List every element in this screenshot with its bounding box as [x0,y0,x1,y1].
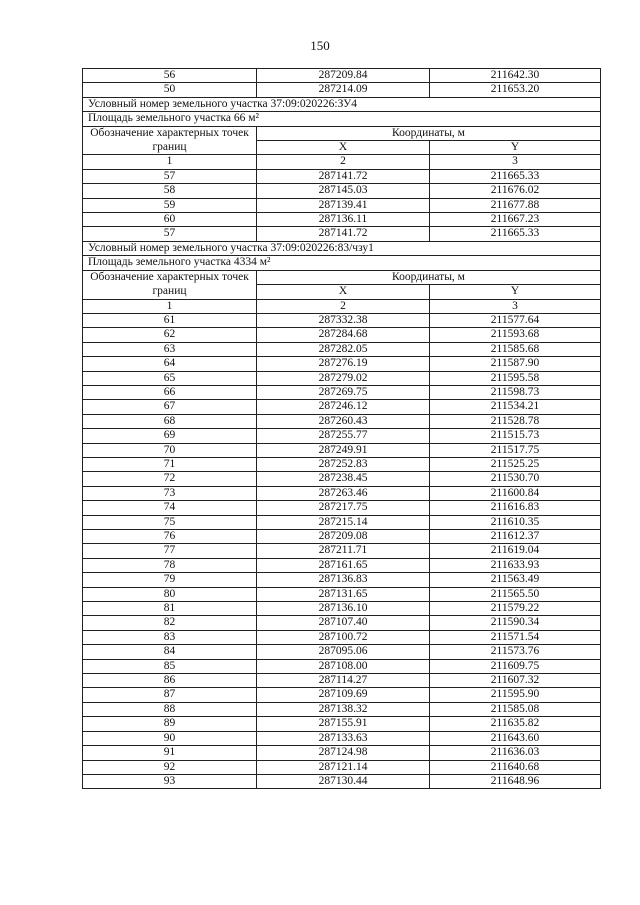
table-row [83,616,601,630]
parcel-number-row [83,97,601,111]
table-row [83,602,601,616]
point-id-cell: 61 [83,313,257,327]
points-header: Обозначение характерных точек границ [83,126,257,155]
column-number-1: 1 [83,155,257,169]
coord-y-cell: 211667.23 [430,213,601,227]
point-id-cell: 56 [83,69,257,83]
table-row [83,760,601,774]
table-row [83,457,601,471]
coord-y-cell: 211598.73 [430,385,601,399]
column-number-row [83,155,601,169]
point-id-cell: 92 [83,760,257,774]
point-id-cell: 87 [83,688,257,702]
coord-x-cell: 287131.65 [257,587,430,601]
table-row [83,573,601,587]
point-id-cell: 58 [83,184,257,198]
coord-x-cell: 287246.12 [257,400,430,414]
coord-y-cell: 211633.93 [430,558,601,572]
coord-y-cell: 211610.35 [430,515,601,529]
table-row [83,342,601,356]
table-row [83,515,601,529]
point-id-cell: 77 [83,544,257,558]
table-row [83,169,601,183]
point-id-cell: 57 [83,169,257,183]
coord-y-cell: 211590.34 [430,616,601,630]
coord-x-cell: 287130.44 [257,774,430,788]
coord-y-cell: 211563.49 [430,573,601,587]
coord-y-cell: 211525.25 [430,457,601,471]
coord-y-cell: 211573.76 [430,645,601,659]
coord-x-cell: 287095.06 [257,645,430,659]
coord-y-cell: 211565.50 [430,587,601,601]
coord-y-cell: 211619.04 [430,544,601,558]
coord-x-cell: 287145.03 [257,184,430,198]
coord-y-cell: 211585.68 [430,342,601,356]
coord-x-cell: 287279.02 [257,371,430,385]
table-row [83,645,601,659]
point-id-cell: 93 [83,774,257,788]
point-id-cell: 85 [83,659,257,673]
coord-y-cell: 211530.70 [430,472,601,486]
coord-x-cell: 287124.98 [257,746,430,760]
coordinates-table [82,68,601,789]
header-row [83,126,601,140]
coord-x-cell: 287276.19 [257,357,430,371]
coord-x-cell: 287209.08 [257,530,430,544]
coord-x-cell: 287107.40 [257,616,430,630]
table-row [83,774,601,788]
table-row [83,501,601,515]
table-row [83,313,601,327]
coord-x-cell: 287332.38 [257,313,430,327]
column-number-row [83,299,601,313]
coord-y-cell: 211665.33 [430,227,601,241]
column-number-3: 3 [430,299,601,313]
coord-x-cell: 287282.05 [257,342,430,356]
coord-y-cell: 211616.83 [430,501,601,515]
point-id-cell: 74 [83,501,257,515]
coord-y-cell: 211676.02 [430,184,601,198]
column-number-3: 3 [430,155,601,169]
coord-x-cell: 287141.72 [257,169,430,183]
table-row [83,587,601,601]
coord-x-cell: 287109.69 [257,688,430,702]
parcel-area-row [83,256,601,270]
header-row [83,270,601,284]
point-id-cell: 81 [83,602,257,616]
coord-x-cell: 287155.91 [257,717,430,731]
coord-y-cell: 211515.73 [430,429,601,443]
coord-x-cell: 287252.83 [257,457,430,471]
x-header: X [257,141,430,155]
table-row [83,385,601,399]
point-id-cell: 90 [83,731,257,745]
point-id-cell: 89 [83,717,257,731]
table-row [83,184,601,198]
coord-y-cell: 211636.03 [430,746,601,760]
table-row [83,688,601,702]
coord-x-cell: 287108.00 [257,659,430,673]
table-row [83,371,601,385]
coord-x-cell: 287217.75 [257,501,430,515]
coord-x-cell: 287260.43 [257,414,430,428]
coord-y-cell: 211600.84 [430,486,601,500]
point-id-cell: 70 [83,443,257,457]
coord-y-cell: 211593.68 [430,328,601,342]
coord-y-cell: 211677.88 [430,198,601,212]
coord-x-cell: 287269.75 [257,385,430,399]
y-header: Y [430,285,601,299]
table-row [83,400,601,414]
table-row [83,659,601,673]
table-row [83,357,601,371]
table-row [83,69,601,83]
coord-y-cell: 211595.58 [430,371,601,385]
point-id-cell: 79 [83,573,257,587]
point-id-cell: 62 [83,328,257,342]
table-row [83,558,601,572]
coord-y-cell: 211640.68 [430,760,601,774]
parcel-number-label: Условный номер земельного участка 37:09:020226:ЗУ4 [83,97,601,111]
table-row [83,746,601,760]
point-id-cell: 86 [83,674,257,688]
point-id-cell: 91 [83,746,257,760]
point-id-cell: 88 [83,702,257,716]
coord-x-cell: 287284.68 [257,328,430,342]
coord-x-cell: 287139.41 [257,198,430,212]
coord-y-cell: 211577.64 [430,313,601,327]
column-number-2: 2 [257,155,430,169]
coord-y-cell: 211534.21 [430,400,601,414]
y-header: Y [430,141,601,155]
point-id-cell: 67 [83,400,257,414]
table-row [83,83,601,97]
coord-y-cell: 211517.75 [430,443,601,457]
coord-y-cell: 211607.32 [430,674,601,688]
table-row [83,530,601,544]
coord-x-cell: 287121.14 [257,760,430,774]
parcel-area-label: Площадь земельного участка 4334 м² [83,256,601,270]
point-id-cell: 65 [83,371,257,385]
table-row [83,731,601,745]
coord-x-cell: 287136.11 [257,213,430,227]
coord-y-cell: 211635.82 [430,717,601,731]
table-row [83,443,601,457]
coord-x-cell: 287209.84 [257,69,430,83]
parcel-number-label: Условный номер земельного участка 37:09:020226:83/чзу1 [83,241,601,255]
coord-y-cell: 211642.30 [430,69,601,83]
table-row [83,429,601,443]
coord-x-cell: 287133.63 [257,731,430,745]
point-id-cell: 57 [83,227,257,241]
column-number-1: 1 [83,299,257,313]
coord-y-cell: 211653.20 [430,83,601,97]
point-id-cell: 83 [83,630,257,644]
coord-x-cell: 287141.72 [257,227,430,241]
coord-x-cell: 287214.09 [257,83,430,97]
coord-x-cell: 287238.45 [257,472,430,486]
table-row [83,328,601,342]
table-row [83,717,601,731]
table-row [83,213,601,227]
point-id-cell: 78 [83,558,257,572]
coord-x-cell: 287215.14 [257,515,430,529]
coord-y-cell: 211571.54 [430,630,601,644]
coord-y-cell: 211587.90 [430,357,601,371]
coordinates-table-body [83,69,601,789]
point-id-cell: 63 [83,342,257,356]
coord-x-cell: 287136.83 [257,573,430,587]
point-id-cell: 76 [83,530,257,544]
coord-y-cell: 211579.22 [430,602,601,616]
table-row [83,227,601,241]
coord-x-cell: 287249.91 [257,443,430,457]
coord-y-cell: 211595.90 [430,688,601,702]
point-id-cell: 84 [83,645,257,659]
point-id-cell: 72 [83,472,257,486]
page-number: 150 [310,38,330,53]
point-id-cell: 73 [83,486,257,500]
point-id-cell: 66 [83,385,257,399]
coord-x-cell: 287136.10 [257,602,430,616]
parcel-number-row [83,241,601,255]
table-row [83,630,601,644]
parcel-area-row [83,112,601,126]
points-header: Обозначение характерных точек границ [83,270,257,299]
point-id-cell: 82 [83,616,257,630]
coord-x-cell: 287211.71 [257,544,430,558]
point-id-cell: 60 [83,213,257,227]
coord-x-cell: 287161.65 [257,558,430,572]
coord-y-cell: 211643.60 [430,731,601,745]
point-id-cell: 50 [83,83,257,97]
coord-x-cell: 287100.72 [257,630,430,644]
coord-y-cell: 211648.96 [430,774,601,788]
coord-y-cell: 211612.37 [430,530,601,544]
point-id-cell: 68 [83,414,257,428]
coord-y-cell: 211585.08 [430,702,601,716]
coord-y-cell: 211528.78 [430,414,601,428]
table-row [83,544,601,558]
coord-x-cell: 287255.77 [257,429,430,443]
coord-x-cell: 287114.27 [257,674,430,688]
point-id-cell: 59 [83,198,257,212]
coord-y-cell: 211609.75 [430,659,601,673]
table-row [83,414,601,428]
column-number-2: 2 [257,299,430,313]
table-row [83,198,601,212]
coordinates-header: Координаты, м [257,270,601,284]
coord-x-cell: 287263.46 [257,486,430,500]
point-id-cell: 64 [83,357,257,371]
coordinates-header: Координаты, м [257,126,601,140]
parcel-area-label: Площадь земельного участка 66 м² [83,112,601,126]
table-row [83,674,601,688]
table-row [83,702,601,716]
point-id-cell: 75 [83,515,257,529]
coord-y-cell: 211665.33 [430,169,601,183]
x-header: X [257,285,430,299]
table-row [83,486,601,500]
point-id-cell: 69 [83,429,257,443]
point-id-cell: 71 [83,457,257,471]
point-id-cell: 80 [83,587,257,601]
coord-x-cell: 287138.32 [257,702,430,716]
table-row [83,472,601,486]
